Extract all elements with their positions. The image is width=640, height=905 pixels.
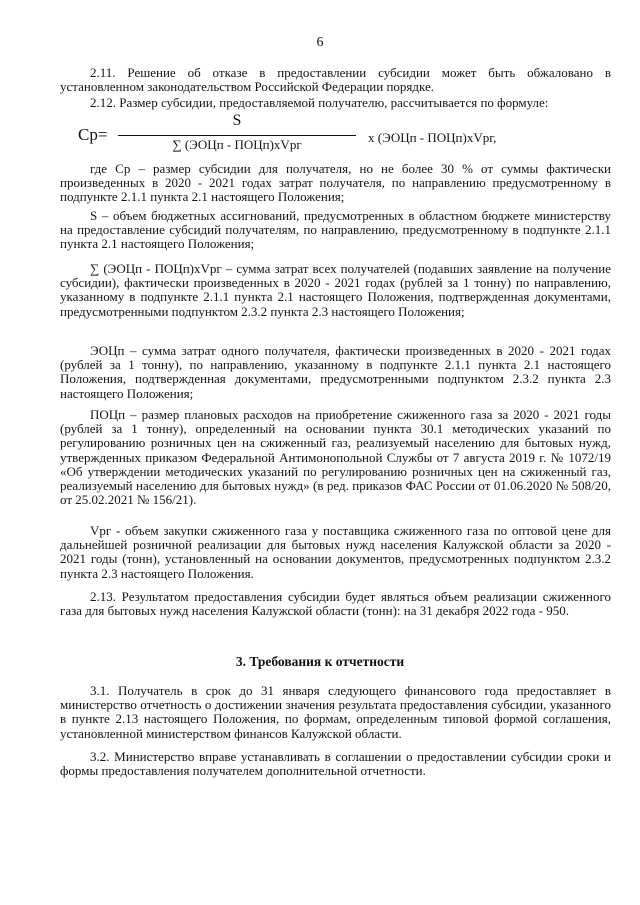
page-number: 6 bbox=[316, 35, 324, 50]
section-title: 3. Требования к отчетности bbox=[235, 654, 405, 669]
clause-3-1 bbox=[60, 684, 611, 741]
paragraph-2-12: 2.12. Размер субсидии, предоставляемой получателю, рассчитывается по формуле: bbox=[90, 95, 549, 110]
definition-eoc bbox=[60, 344, 611, 401]
paragraph-2-13: 2.13. Результатом предоставления субсидии будет являться объем реализации сжиженного газа для бытовых нужд населения Калужской области (тонн): на 31 декабря 2022 года - 950. bbox=[60, 589, 611, 619]
paragraph-3-1: 3.1. Получатель в срок до 31 января следующего финансового года предоставляет в министерство отчетность о достижении значения результата предоставления субсидии, указанного в пункте 2.13 настоящего Положения, по формам, определенным типовой формой соглашения, установленной министерством финансов Калужской области. bbox=[60, 683, 611, 741]
definition-v-text: Vрг - объем закупки сжиженного газа у поставщика сжиженного газа по оптовой цене для дальнейшей розничной реализации для бытовых нужд населения Калужской области за 2020 - 2021 годы (тонн), установленный на основании документов, предусмотренных подпунктом 2.3.2 пункта 2.3 настоящего Положения. bbox=[60, 523, 611, 581]
paragraph-3-2: 3.2. Министерство вправе устанавливать в соглашении о предоставлении субсидии сроки и формы предоставления получателем дополнительной отчетности. bbox=[60, 749, 611, 779]
formula-numerator: S bbox=[232, 112, 242, 129]
formula-lhs: Cр= bbox=[78, 125, 108, 144]
formula-fraction bbox=[118, 114, 356, 160]
clause-3-2 bbox=[60, 750, 611, 778]
definition-sum-text: ∑ (ЭОЦп - ПОЦп)xVрг – сумма затрат всех получателей (подавших заявление на получение субсидии), фактически произведенных в 2020 - 2021 годах (рублей за 1 тонну) по направлению, указанному в подпункте 2.1.1 пункта 2.1 настоящего Положения, подтвержденная документами, предусмотренными подпунктом 2.3.2 пункта 2.3 настоящего Положения; bbox=[60, 261, 611, 319]
subsidy-formula bbox=[78, 114, 618, 160]
clause-2-13 bbox=[60, 590, 611, 618]
formula-multiplier: x (ЭОЦп - ПОЦп)xVрг, bbox=[368, 130, 497, 145]
definition-sum bbox=[60, 262, 611, 319]
definition-eoc-text: ЭОЦп – сумма затрат одного получателя, фактически произведенных в 2020 - 2021 годах (рублей за 1 тонну), по направлению, указанному в подпункте 2.1.1 пункта 2.1 настоящего Положения, подтвержденная документами, предусмотренными подпунктом 2.3.2 пункта 2.3 настоящего Положения; bbox=[60, 343, 611, 401]
paragraph-2-11: 2.11. Решение об отказе в предоставлении субсидии может быть обжаловано в установленном законодательством Российской Федерации порядке. bbox=[60, 65, 611, 95]
definition-v bbox=[60, 524, 611, 581]
clause-2-12 bbox=[60, 96, 611, 110]
definition-s bbox=[60, 209, 611, 252]
definition-s-text: S – объем бюджетных ассигнований, предусмотренных в областном бюджете министерству на предоставление субсидий получателям, по направлению, предусмотренному в подпункте 2.1.1 пункта 2.1 настоящего Положения; bbox=[60, 208, 611, 252]
definition-cp bbox=[60, 162, 611, 205]
formula-denominator: ∑ (ЭОЦп - ПОЦп)xVрг bbox=[172, 137, 302, 152]
clause-2-11 bbox=[60, 66, 611, 94]
fraction-bar bbox=[118, 135, 356, 136]
definition-poc-text: ПОЦп – размер плановых расходов на приобретение сжиженного газа за 2020 - 2021 годы (рублей за 1 тонну), определенный на основании пункта 30.1 методических указаний по регулированию розничных цен на сжиженный газ, реализуемый населению для бытовых нужд, утвержденных приказом Федеральной Антимонопольной Службы от 7 августа 2019 г. № 1072/19 «Об утверждении методических указаний по регулированию розничных цен на сжиженный газ, реализуемый населению для бытовых нужд» (в ред. приказов ФАС России от 01.06.2020 № 508/20, от 25.02.2021 № 156/21). bbox=[60, 407, 611, 508]
definition-cp-text: где Cр – размер субсидии для получателя, но не более 30 % от суммы фактически произведенных в 2020 - 2021 годах затрат получателя, по направлению предусмотренному в подпункте 2.1.1 пункта 2.1 настоящего Положения; bbox=[60, 161, 611, 205]
definition-poc bbox=[60, 408, 611, 507]
